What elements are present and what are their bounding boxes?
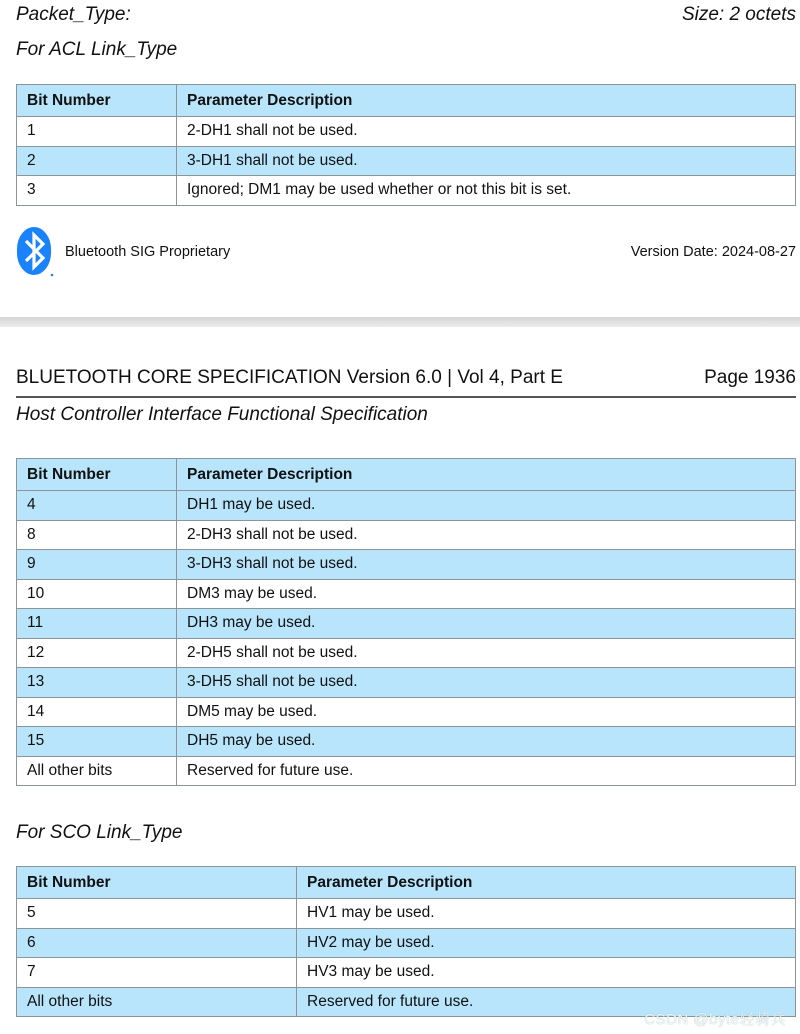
table-row xyxy=(17,638,796,668)
footer-version-date: Version Date: 2024-08-27 xyxy=(630,244,796,260)
bit-cell: 10 xyxy=(17,579,177,609)
table-row xyxy=(17,550,796,580)
table-header-row xyxy=(17,867,796,899)
page-header-subtitle: Host Controller Interface Functional Specification xyxy=(16,404,428,425)
bit-cell: 1 xyxy=(17,117,177,147)
desc-cell: HV1 may be used. xyxy=(297,899,796,929)
table-row xyxy=(17,756,796,786)
header-parameter-description: Parameter Description xyxy=(177,85,796,117)
parameter-name: Packet_Type: xyxy=(16,4,131,25)
desc-cell: DM3 may be used. xyxy=(177,579,796,609)
bit-cell: 6 xyxy=(17,928,297,958)
bit-cell: All other bits xyxy=(17,987,297,1017)
desc-cell: DH5 may be used. xyxy=(177,727,796,757)
bit-cell: 13 xyxy=(17,668,177,698)
desc-cell: Reserved for future use. xyxy=(297,987,796,1017)
desc-cell: 2-DH3 shall not be used. xyxy=(177,520,796,550)
acl-heading: For ACL Link_Type xyxy=(16,39,178,60)
table-row xyxy=(17,609,796,639)
bit-cell: 3 xyxy=(17,176,177,206)
bit-cell: 11 xyxy=(17,609,177,639)
desc-cell: 2-DH1 shall not be used. xyxy=(177,117,796,147)
table-row xyxy=(17,520,796,550)
table-row xyxy=(17,958,796,988)
desc-cell: 2-DH5 shall not be used. xyxy=(177,638,796,668)
bit-cell: 12 xyxy=(17,638,177,668)
bit-cell: 5 xyxy=(17,899,297,929)
table-row xyxy=(17,176,796,206)
acl-table-page1 xyxy=(16,84,796,206)
desc-cell: HV3 may be used. xyxy=(297,958,796,988)
bit-cell: 15 xyxy=(17,727,177,757)
parameter-size: Size: 2 octets xyxy=(681,4,796,25)
desc-cell: Ignored; DM1 may be used whether or not this bit is set. xyxy=(177,176,796,206)
table-row xyxy=(17,146,796,176)
sco-table xyxy=(16,866,796,1017)
bit-cell: 4 xyxy=(17,491,177,521)
desc-cell: DM5 may be used. xyxy=(177,697,796,727)
header-rule xyxy=(16,396,796,398)
table-row xyxy=(17,491,796,521)
footer-proprietary-text: Bluetooth SIG Proprietary xyxy=(65,244,231,260)
desc-cell: DH3 may be used. xyxy=(177,609,796,639)
bit-cell: All other bits xyxy=(17,756,177,786)
sco-heading: For SCO Link_Type xyxy=(16,822,183,843)
header-parameter-description: Parameter Description xyxy=(177,459,796,491)
desc-cell: 3-DH5 shall not be used. xyxy=(177,668,796,698)
table-row xyxy=(17,579,796,609)
page-separator xyxy=(0,317,800,327)
watermark: CSDN @byte轻骑兵 xyxy=(644,1011,786,1028)
acl-table-page2 xyxy=(16,458,796,786)
bluetooth-logo-icon xyxy=(16,226,54,278)
table-row xyxy=(17,899,796,929)
table-row xyxy=(17,697,796,727)
header-bit-number: Bit Number xyxy=(17,85,177,117)
table-row xyxy=(17,727,796,757)
desc-cell: DH1 may be used. xyxy=(177,491,796,521)
desc-cell: 3-DH1 shall not be used. xyxy=(177,146,796,176)
page-number: Page 1936 xyxy=(704,367,796,388)
header-bit-number: Bit Number xyxy=(17,867,297,899)
header-parameter-description: Parameter Description xyxy=(297,867,796,899)
bit-cell: 2 xyxy=(17,146,177,176)
table-row xyxy=(17,117,796,147)
table-header-row xyxy=(17,85,796,117)
table-row xyxy=(17,928,796,958)
bit-cell: 8 xyxy=(17,520,177,550)
bit-cell: 9 xyxy=(17,550,177,580)
table-header-row xyxy=(17,459,796,491)
table-row xyxy=(17,668,796,698)
desc-cell: HV2 may be used. xyxy=(297,928,796,958)
header-bit-number: Bit Number xyxy=(17,459,177,491)
bit-cell: 14 xyxy=(17,697,177,727)
desc-cell: Reserved for future use. xyxy=(177,756,796,786)
bit-cell: 7 xyxy=(17,958,297,988)
page-header-title: BLUETOOTH CORE SPECIFICATION Version 6.0 | Vol 4, Part E xyxy=(16,367,563,388)
desc-cell: 3-DH3 shall not be used. xyxy=(177,550,796,580)
